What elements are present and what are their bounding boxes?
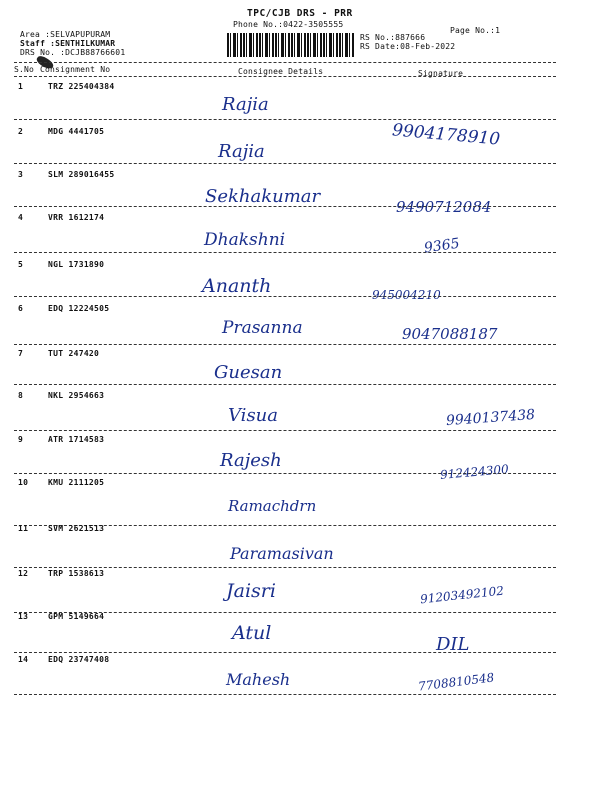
row-consignment: NGL 1731890 <box>48 260 105 269</box>
row-consignment: SVM 2621513 <box>48 524 105 533</box>
signature: 9365 <box>423 235 461 257</box>
signature: 9940137438 <box>445 406 536 430</box>
signature: DIL <box>436 634 470 655</box>
signature: 91203492102 <box>419 583 505 607</box>
row-consignment: TRZ 225404384 <box>48 82 115 91</box>
consignee-name: Ramachdrn <box>228 497 317 515</box>
rs-number: RS No.:887666 <box>360 33 426 42</box>
signature: 945004210 <box>372 288 441 302</box>
drs-number: DRS No. :DCJB88766601 <box>20 48 126 57</box>
row-sno: 14 <box>18 655 29 664</box>
consignee-name: Paramasivan <box>230 544 334 563</box>
consignee-name: Atul <box>232 622 272 644</box>
row-sno: 7 <box>18 349 24 358</box>
row-consignment: EDQ 23747408 <box>48 655 110 664</box>
document-title: TPC/CJB DRS - PRR <box>247 8 353 19</box>
row-consignment: VRR 1612174 <box>48 213 105 222</box>
col-signature: Signature <box>418 69 464 78</box>
page-number: Page No.:1 <box>450 26 501 35</box>
row-sno: 6 <box>18 304 24 313</box>
consignee-name: Rajia <box>222 94 269 115</box>
signature: 9904178910 <box>391 120 501 150</box>
row-consignment: MDG 4441705 <box>48 127 105 136</box>
row-sno: 1 <box>18 82 24 91</box>
signature: 912424300 <box>439 462 510 482</box>
row-sno: 8 <box>18 391 24 400</box>
phone-number: Phone No.:0422-3505555 <box>233 20 344 29</box>
col-consignment: Consignment No <box>40 65 111 74</box>
row-consignment: GPM 5149664 <box>48 612 105 621</box>
signature: 9490712084 <box>396 198 492 216</box>
row-sno: 11 <box>18 524 29 533</box>
row-sno: 9 <box>18 435 24 444</box>
consignee-name: Sekhakumar <box>205 186 321 207</box>
row-sno: 3 <box>18 170 24 179</box>
consignee-name: Dhakshni <box>204 230 286 250</box>
row-consignment: TUT 247420 <box>48 349 100 358</box>
row-sno: 4 <box>18 213 24 222</box>
row-consignment: NKL 2954663 <box>48 391 105 400</box>
header-top-rule <box>14 62 556 63</box>
consignee-name: Prasanna <box>222 318 303 338</box>
consignee-name: Jaisri <box>226 580 276 602</box>
row-sno: 2 <box>18 127 24 136</box>
row-sno: 10 <box>18 478 29 487</box>
staff-label: Staff :SENTHILKUMAR <box>20 39 116 48</box>
consignee-name: Mahesh <box>226 670 291 689</box>
consignee-name: Visua <box>228 405 279 426</box>
row-consignment: SLM 289016455 <box>48 170 115 179</box>
signature: 9047088187 <box>402 325 498 343</box>
consignee-name: Rajesh <box>220 450 282 471</box>
signature: 7708810548 <box>417 670 495 694</box>
area-label: Area :SELVAPUPURAM <box>20 30 111 39</box>
consignee-name: Ananth <box>202 275 272 297</box>
row-sno: 13 <box>18 612 29 621</box>
row-consignment: KMU 2111205 <box>48 478 105 487</box>
rs-date: RS Date:08-Feb-2022 <box>360 42 456 51</box>
row-sno: 12 <box>18 569 29 578</box>
row-consignment: EDQ 12224505 <box>48 304 110 313</box>
col-consignee: Consignee Details <box>238 67 324 76</box>
row-consignment: ATR 1714583 <box>48 435 105 444</box>
barcode <box>227 33 355 57</box>
col-sno: S.No <box>14 65 35 74</box>
row-sno: 5 <box>18 260 24 269</box>
consignee-name: Rajia <box>218 141 265 162</box>
consignee-name: Guesan <box>214 362 283 383</box>
row-consignment: TRP 1538613 <box>48 569 105 578</box>
header-bottom-rule <box>14 76 556 77</box>
